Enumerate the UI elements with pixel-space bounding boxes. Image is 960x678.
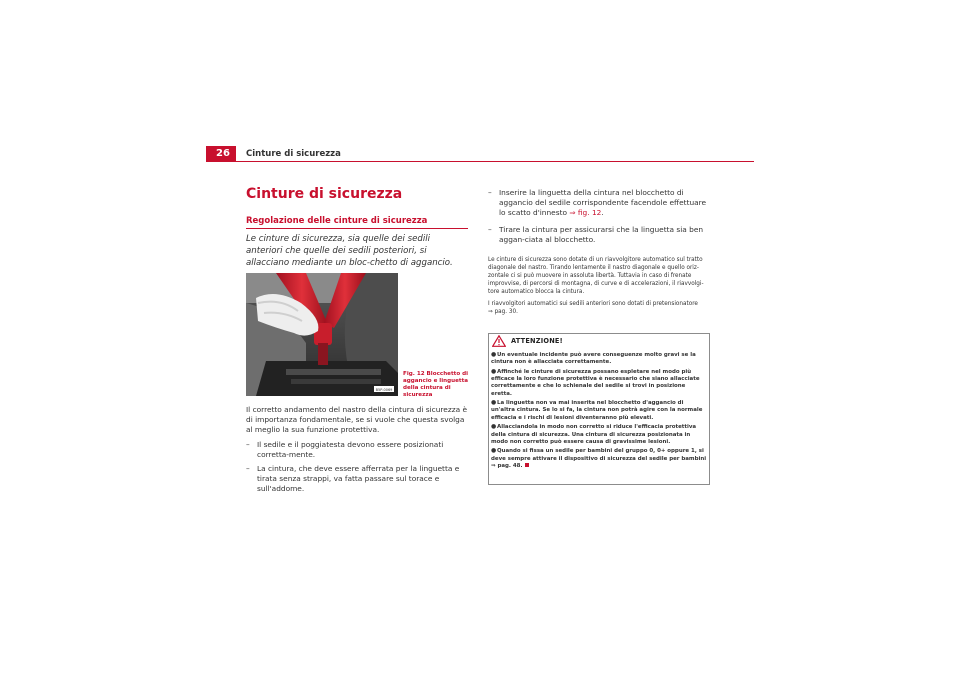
warning-item: ●Un eventuale incidente può avere conseguenze molto gravi se la cintura non è allacciata correttamente. bbox=[491, 351, 696, 366]
warning-list bbox=[491, 351, 707, 472]
body-paragraph: Il corretto andamento del nastro della cintura di sicurezza è di importanza fondamentale, se si vuole che questa svolga al meglio la sua funzione protettiva. bbox=[246, 405, 468, 435]
figure-code: B5P-0069 bbox=[375, 388, 393, 392]
chapter-title: Cinture di sicurezza bbox=[246, 186, 403, 202]
bullet-icon: ● bbox=[491, 367, 497, 375]
warning-item: ●Allacciandola in modo non corretto si riduce l'efficacia protettiva della cintura di sicurezza. Una cintura di sicurezza posizionata in modo non corretto può essere causa di gravissime lesioni. bbox=[491, 423, 697, 445]
note-paragraph: Le cinture di sicurezza sono dotate di un riavvolgitore automatico sul tratto diagonale del nastro. Tirando lentamente il nastro diagonale e quello oriz-zontale ci si può muovere in assoluta libertà. Tuttavia in caso di frenate improvvise, di percorsi di montagna, di curve e di accelerazioni, il riavvolgi-tore automatico blocca la cintura. bbox=[488, 257, 704, 295]
step-item: – Inserire la linguetta della cintura nel blocchetto di aggancio del sedile corrispondente facendole effettuare lo scatto d'innesto ⇒ fig. 12. bbox=[488, 188, 707, 218]
warning-item: ●Quando si fissa un sedile per bambini del gruppo 0, 0+ oppure 1, si deve sempre attivare il dispositivo di sicurezza del sedile per bambini ⇒ pag. 48. bbox=[491, 447, 707, 469]
step-item: – Il sedile e il poggiatesta devono essere posizionati corretta-mente. bbox=[246, 439, 444, 459]
bullet-icon: ● bbox=[491, 423, 497, 431]
running-title: Cinture di sicurezza bbox=[246, 149, 341, 159]
step-item: – Tirare la cintura per assicurarsi che la linguetta sia ben aggan-ciata al blocchetto. bbox=[488, 224, 704, 244]
intro-text: Le cinture di sicurezza, sia quelle dei sedili anteriori che quelle dei sedili posteriori, si allacciano mediante un bloc-chetto di aggancio. bbox=[246, 234, 453, 268]
end-of-section-mark bbox=[525, 463, 529, 467]
warning-title: ATTENZIONE! bbox=[511, 337, 563, 345]
left-body bbox=[246, 405, 468, 499]
warning-triangle-icon bbox=[492, 335, 506, 347]
warning-header bbox=[489, 334, 709, 348]
right-body bbox=[488, 188, 710, 251]
step-item: – La cintura, che deve essere afferrata per la linguetta e tirata senza strappi, va fatta passare sul torace e sull'addome. bbox=[246, 464, 460, 494]
section-title: Regolazione delle cinture di sicurezza bbox=[246, 216, 428, 226]
warning-item: ●Affinché le cinture di sicurezza possano espletare nel modo più efficace la loro funzione protettiva è necessario che siano allacciate correttamente e che lo schienale del sedile si trovi in posizione eretta. bbox=[491, 367, 700, 397]
figure-reference-link[interactable]: ⇒ fig. 12 bbox=[569, 208, 602, 218]
page-reference-link[interactable]: ⇒ pag. 30 bbox=[488, 309, 517, 315]
header-rule-left bbox=[206, 161, 236, 162]
figure-caption: Fig. 12 Blocchetto di aggancio e linguetta della cintura di sicurezza bbox=[403, 371, 469, 398]
figure-seatbelt-buckle bbox=[246, 273, 398, 396]
note-text bbox=[488, 256, 710, 320]
page-number: 26 bbox=[206, 146, 236, 162]
warning-item: ●La linguetta non va mai inserita nel blocchetto d'aggancio di un'altra cintura. Se lo si fa, la cintura non potrà agire con la normale efficacia e i rischi di lesioni diventeranno più elevati. bbox=[491, 399, 703, 421]
bullet-icon: ● bbox=[491, 399, 497, 407]
section-rule bbox=[246, 228, 468, 229]
warning-box bbox=[488, 333, 710, 485]
bullet-icon: ● bbox=[491, 351, 497, 358]
seatbelt-buckle-illustration bbox=[246, 273, 398, 396]
note-paragraph: I riavvolgitori automatici sui sedili anteriori sono dotati di pretensionatore ⇒ pag. 30. bbox=[488, 301, 698, 315]
header-rule bbox=[236, 161, 754, 162]
bullet-icon: ● bbox=[491, 447, 497, 455]
page-reference-link[interactable]: ⇒ pag. 48 bbox=[491, 462, 521, 469]
